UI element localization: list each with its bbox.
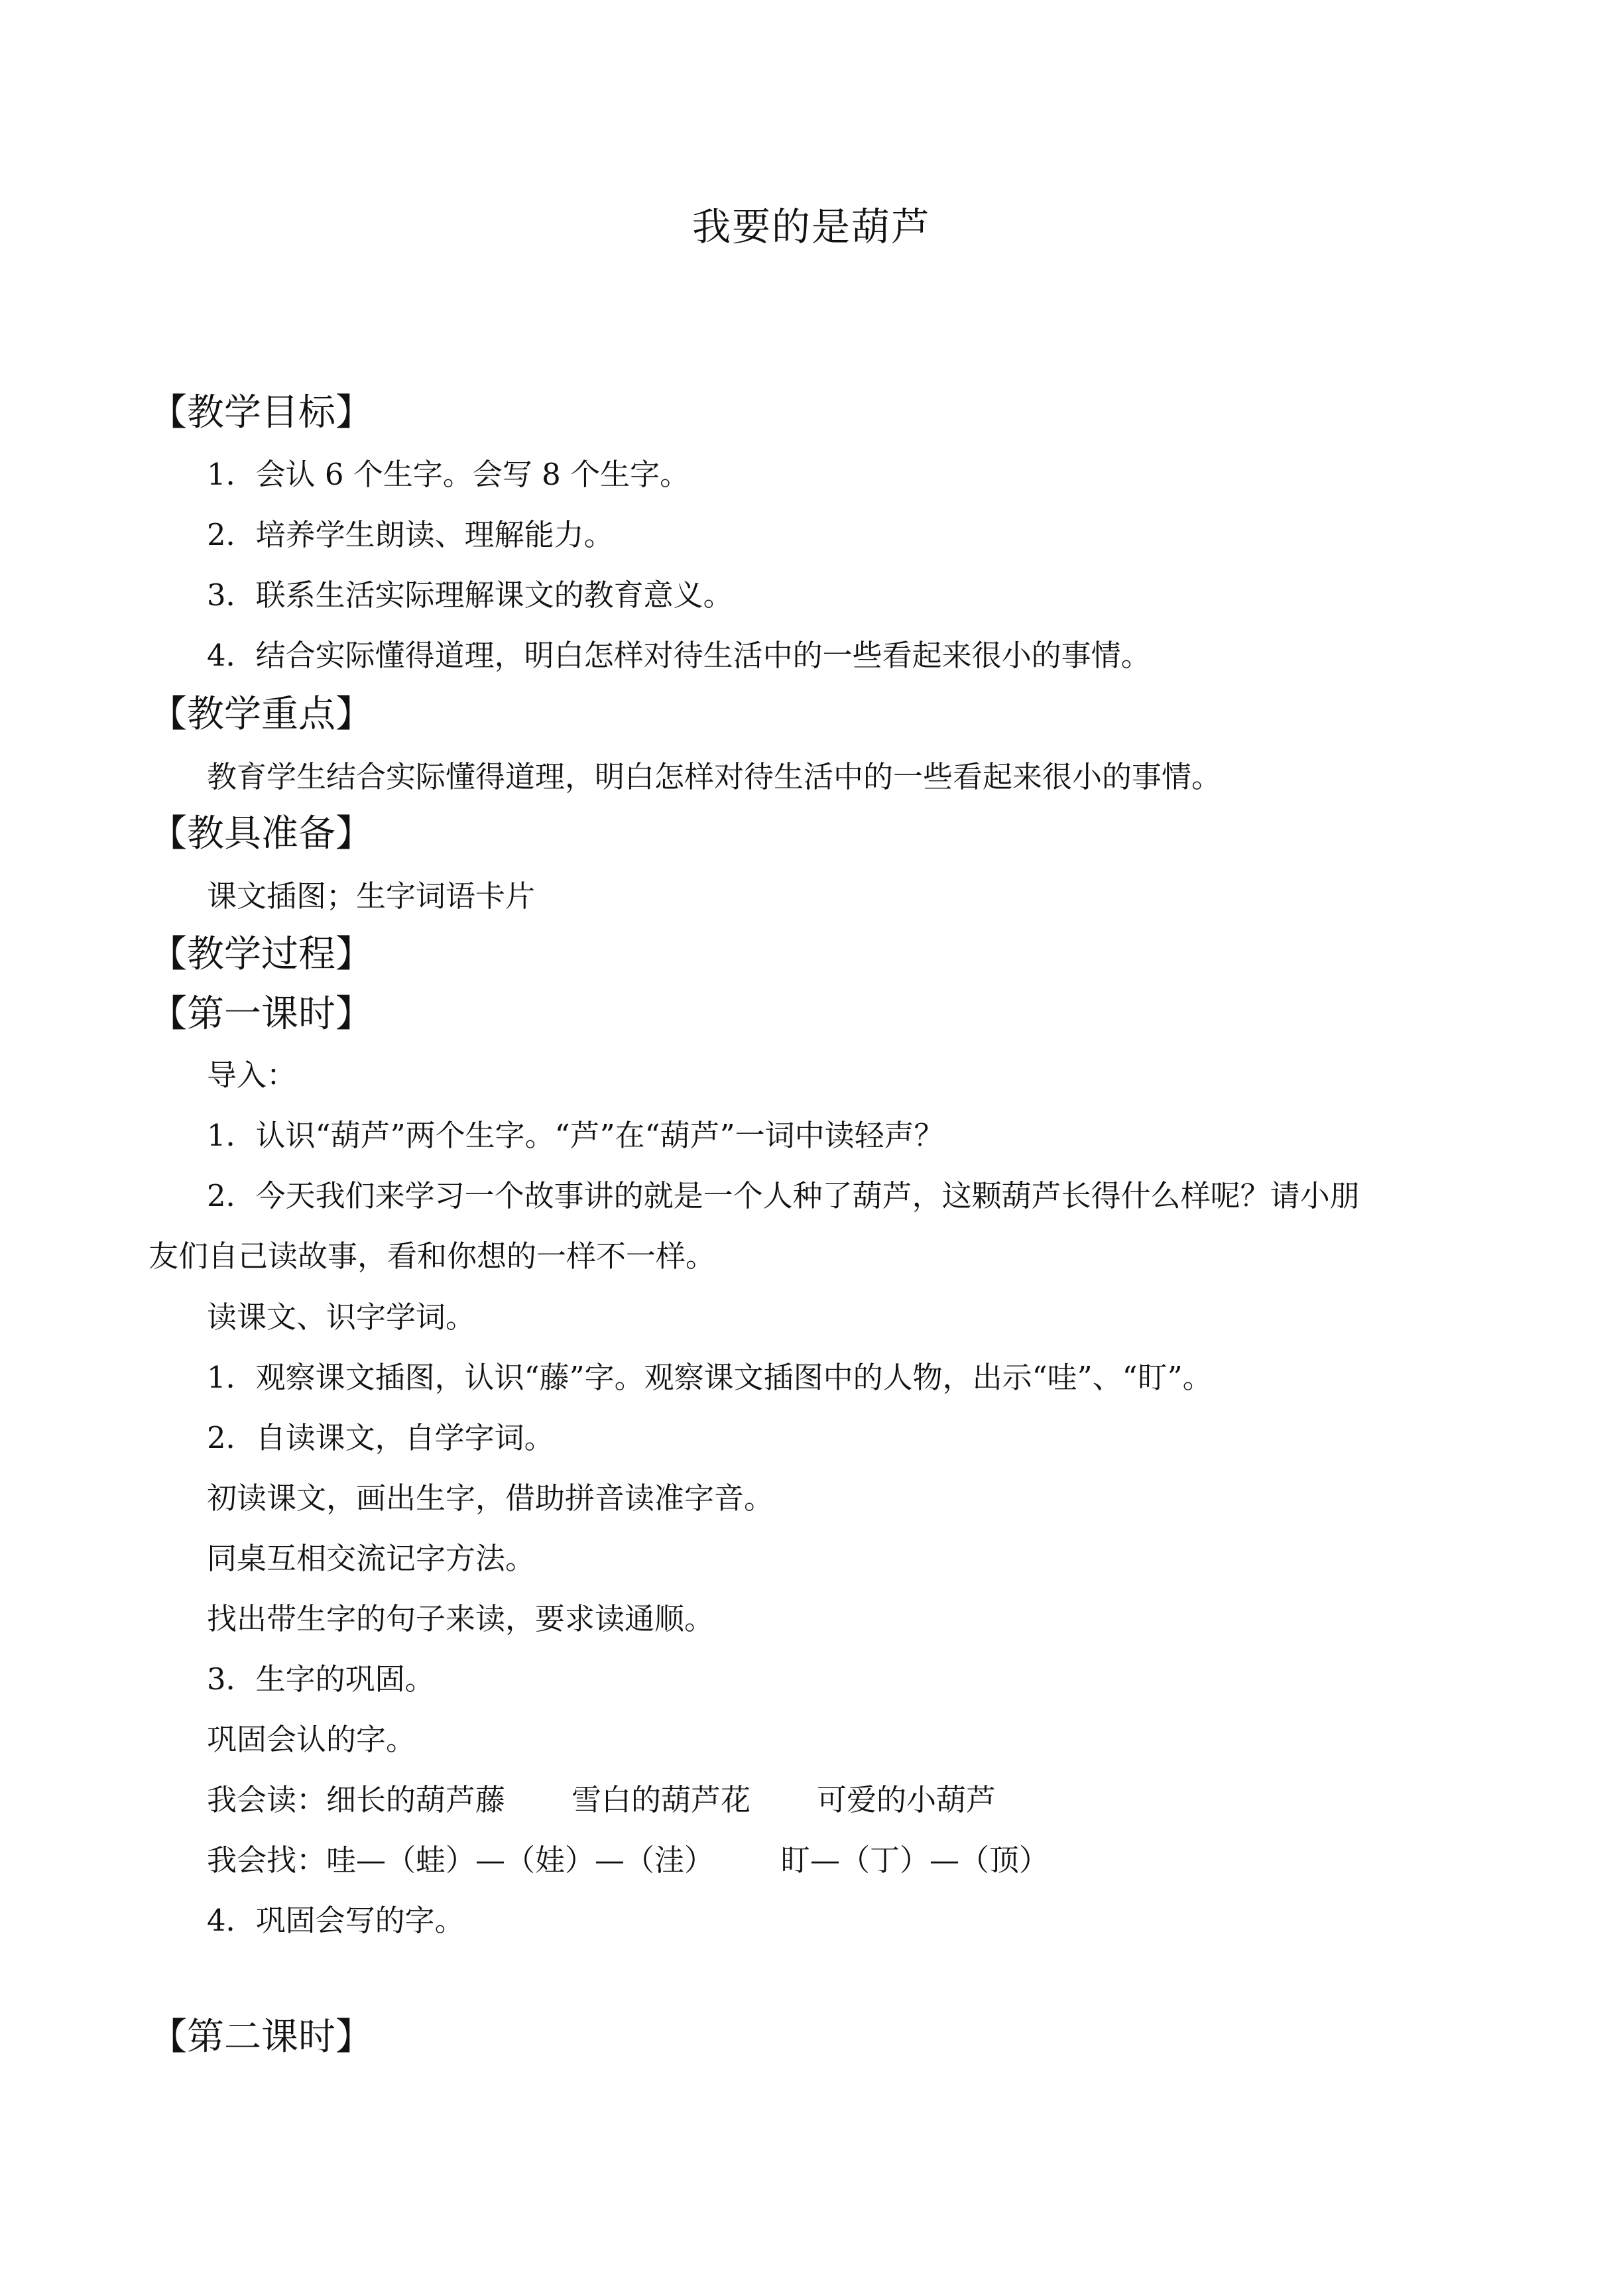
read-step-2b: 同桌互相交流记字方法。 — [207, 1541, 536, 1576]
goal-item-1: 1．会认 6 个生字。会写 8 个生字。 — [207, 457, 690, 492]
i-can-find-line — [207, 1841, 1049, 1880]
intro-step-1: 1．认识“葫芦”两个生字。“芦”在“葫芦”一词中读轻声？ — [207, 1118, 944, 1153]
heading-teaching-goals: 【教学目标】 — [150, 391, 373, 434]
i-can-find-label: 我会找： — [207, 1843, 327, 1878]
write-step: 4．巩固会写的字。 — [207, 1903, 465, 1938]
goal-item-2: 2．培养学生朗读、理解能力。 — [207, 517, 614, 552]
consolidate-recognize: 巩固会认的字。 — [207, 1722, 416, 1757]
heading-teaching-focus: 【教学重点】 — [150, 693, 373, 736]
heading-lesson-1: 【第一课时】 — [150, 993, 373, 1036]
prep-text: 课文插图；生字词语卡片 — [207, 878, 536, 914]
i-can-find-group-1: 哇—（蛙）—（娃）—（洼） — [326, 1843, 715, 1878]
intro-label: 导入： — [207, 1057, 297, 1093]
read-step-2c: 找出带生字的句子来读，要求读通顺。 — [207, 1601, 715, 1636]
goal-item-4: 4．结合实际懂得道理，明白怎样对待生活中的一些看起来很小的事情。 — [207, 638, 1151, 673]
i-can-read-word-1: 细长的葫芦藤 — [326, 1782, 506, 1817]
read-label: 读课文、识字学词。 — [207, 1299, 476, 1335]
i-can-read-word-2: 雪白的葫芦花 — [571, 1782, 751, 1817]
read-step-2: 2．自读课文，自学字词。 — [207, 1420, 554, 1455]
heading-lesson-2: 【第二课时】 — [150, 2016, 373, 2059]
goal-item-3: 3．联系生活实际理解课文的教育意义。 — [207, 577, 733, 613]
intro-step-2: 2．今天我们来学习一个故事讲的就是一个人种了葫芦，这颗葫芦长得什么样呢？请小朋 — [207, 1178, 1360, 1213]
i-can-read-word-3: 可爱的小葫芦 — [817, 1782, 996, 1817]
heading-teaching-process: 【教学过程】 — [150, 933, 373, 976]
i-can-find-group-2: 盯—（丁）—（顶） — [780, 1843, 1050, 1878]
read-step-1: 1．观察课文插图，认识“藤”字。观察课文插图中的人物，出示“哇”、“盯”。 — [207, 1360, 1213, 1395]
heading-teaching-prep: 【教具准备】 — [150, 812, 373, 855]
intro-step-2-continued: 友们自己读故事，看和你想的一样不一样。 — [149, 1239, 716, 1274]
focus-text: 教育学生结合实际懂得道理，明白怎样对待生活中的一些看起来很小的事情。 — [207, 759, 1222, 794]
i-can-read-line — [207, 1780, 996, 1820]
i-can-read-label: 我会读： — [207, 1782, 327, 1817]
consolidate-step: 3．生字的巩固。 — [207, 1662, 435, 1697]
document-title: 我要的是葫芦 — [691, 204, 931, 249]
read-step-2a: 初读课文，画出生字，借助拼音读准字音。 — [207, 1480, 774, 1516]
